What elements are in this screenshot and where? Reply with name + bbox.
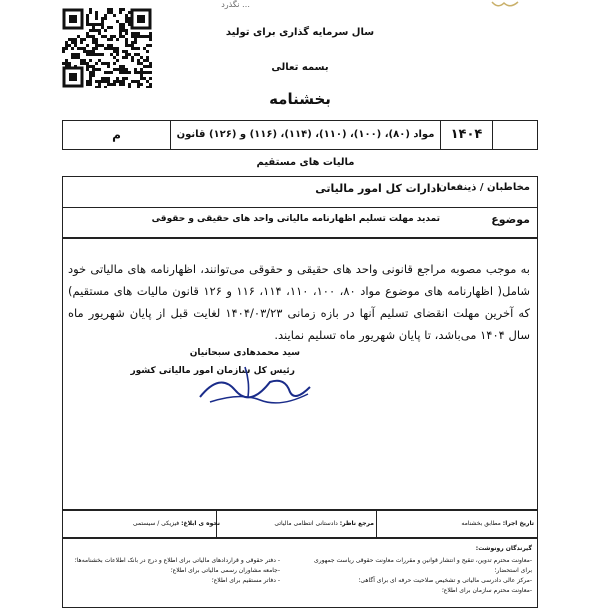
- exec-date-label: تاریخ اجرا:: [502, 520, 534, 527]
- exec-date: [461, 520, 534, 527]
- cc-item: - دفاتر مستقیم برای اطلاع؛: [211, 577, 280, 584]
- supervisor: [274, 520, 374, 527]
- slogan: سال سرمایه گذاری برای تولید: [225, 27, 375, 38]
- supervisor-value: دادستانی انتظامی مالیاتی: [274, 520, 338, 527]
- invocation: بسمه تعالی: [271, 62, 329, 73]
- logo-text-fragment: … نگذرد: [221, 0, 250, 9]
- cc-title: گیرندگان رونوشت:: [475, 545, 532, 552]
- notice-value: فیزیکی / سیستمی: [132, 520, 180, 527]
- notice-label: نحوه ی ابلاغ:: [181, 520, 220, 527]
- signatory-title: رئیس کل سازمان امور مالیاتی کشور: [130, 366, 295, 376]
- reference-subject-line: مواد (۸۰)، (۱۰۰)، (۱۱۰)، (۱۱۴)، (۱۱۶) و (۱۲۶) قانون مالیات های مستقیم: [170, 121, 440, 149]
- cc-item: - دفتر حقوقی و قراردادهای مالیاتی برای اطلاع و درج در بانک اطلاعات بخشنامه‌ها؛: [74, 557, 280, 564]
- reference-year: ۱۴۰۴: [440, 121, 492, 149]
- subject-value: تمدید مهلت تسلیم اظهارنامه مالیاتی واحد های حقیقی و حقوقی: [151, 214, 440, 224]
- body-paragraph: به موجب مصوبه مراجع قانونی واحد های حقیقی و حقوقی می‌توانند، اظهارنامه های مالیاتی خود شامل( اظهارنامه های موضوع مواد ۸۰، ۱۰۰، ۱۱۰، ۱۱۴، ۱۱۶ و ۱۲۶ قانون مالیات های مستقیم) که آخرین مهلت انقضای تسلیم آنها در بازه زمانی ۱۴۰۴/۰۳/۲۳ لغایت قبل از پایان شهریور ماه سال ۱۴۰۴ می‌باشد، تا پایان شهریور ماه تسلیم نمایند.: [68, 262, 531, 342]
- reference-code: م: [112, 128, 121, 142]
- cc-item: -معاونت محترم سازمان برای اطلاع؛: [441, 587, 532, 594]
- exec-date-value: مطابق بخشنامه: [461, 520, 501, 527]
- signatory-name: سید محمدهادی سبحانیان: [189, 348, 300, 358]
- handwritten-signature-icon: [190, 352, 320, 412]
- cc-item: -معاونت محترم تدوین، تنقیح و انتشار قوانین و مقررات معاونت حقوقی ریاست جمهوری برای استحضار؛: [314, 557, 532, 574]
- addressees-value: ادارات کل امور مالیاتی: [315, 182, 440, 195]
- qr-code-icon: [62, 8, 152, 88]
- reference-row: [62, 120, 538, 168]
- cc-right-list: [302, 556, 532, 596]
- cc-item: -جامعه مشاوران رسمی مالیاتی برای اطلاع؛: [170, 567, 280, 574]
- cc-left-list: [64, 556, 280, 586]
- supervisor-label: مرجع ناظر:: [339, 520, 374, 527]
- cc-item: -مرکز عالی دادرسی مالیاتی و تشخیص صلاحیت حرفه ای برای آگاهی؛: [358, 577, 532, 584]
- document-type-title: بخشنامه: [269, 90, 331, 108]
- emblem-fragment-icon: [490, 0, 520, 10]
- notice-method: [133, 520, 220, 527]
- addressees-label: مخاطبان / ذینفعان: [438, 182, 530, 193]
- subject-label: موضوع: [491, 213, 530, 226]
